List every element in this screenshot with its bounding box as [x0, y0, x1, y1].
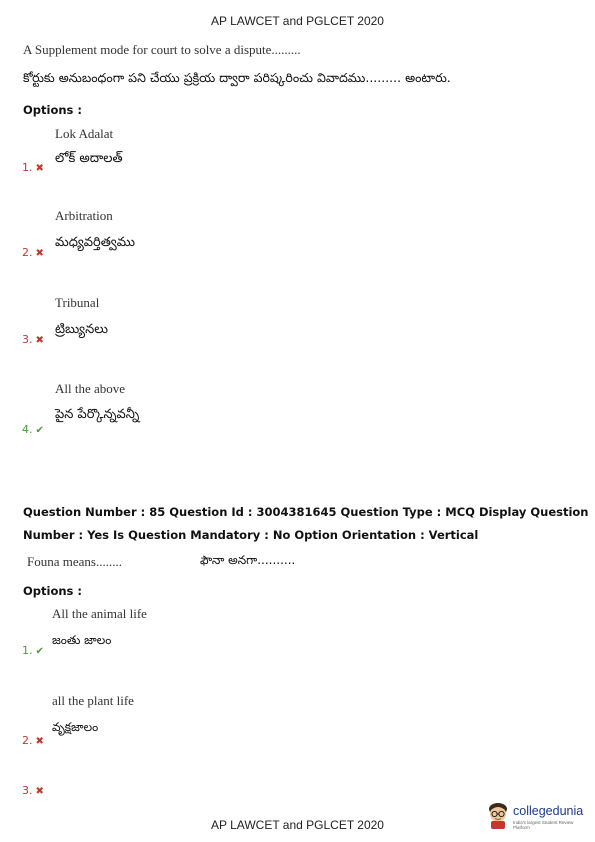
- option-1-number: [22, 161, 44, 174]
- option-4-telugu: పైన పేర్కొన్నవన్నీ: [55, 407, 140, 422]
- options-label: Options :: [23, 584, 82, 598]
- option-3-number: [22, 333, 44, 346]
- page-header: AP LAWCET and PGLCET 2020: [211, 14, 384, 28]
- option-1-number: [22, 644, 44, 657]
- option-2-english: all the plant life: [52, 693, 134, 708]
- option-number-label: 3.: [22, 333, 33, 346]
- option-number-label: 1.: [22, 644, 33, 657]
- question-stem-telugu: కోర్టుకు అనుబంధంగా పని చేయు ప్రక్రియ ద్వారా పరిష్కరించు వివాదము......... అంటారు.: [23, 70, 451, 85]
- option-2-english: Arbitration: [55, 208, 113, 223]
- logo-tagline: India's largest Student Review Platform: [513, 820, 574, 830]
- option-2-number: [22, 734, 44, 747]
- option-number-label: 2.: [22, 734, 33, 747]
- option-2-telugu: వృక్షజాలం: [52, 720, 99, 734]
- option-1-english: Lok Adalat: [55, 126, 114, 141]
- page-footer: AP LAWCET and PGLCET 2020: [211, 818, 384, 832]
- check-icon: ✔: [35, 425, 44, 436]
- option-3-english: Tribunal: [55, 295, 100, 310]
- cross-icon: ✖: [35, 736, 44, 747]
- question-stem-english: Founa means........: [27, 554, 122, 569]
- option-2-number: [22, 246, 44, 259]
- collegedunia-logo: [485, 798, 590, 834]
- option-4-english: All the above: [55, 381, 126, 396]
- option-number-label: 2.: [22, 246, 33, 259]
- question-meta-line-1: Question Number : 85 Question Id : 3004381645 Question Type : MCQ Display Question: [23, 505, 589, 519]
- cross-icon: ✖: [35, 335, 44, 346]
- option-4-number: [22, 423, 44, 436]
- options-label: Options :: [23, 103, 82, 117]
- question-meta-line-2: Number : Yes Is Question Mandatory : No Option Orientation : Vertical: [23, 528, 479, 542]
- option-3-telugu: ట్రిబ్యునలు: [55, 322, 108, 337]
- mascot-icon: [485, 800, 511, 830]
- option-1-telugu: జంతు జాలం: [52, 633, 112, 647]
- check-icon: ✔: [35, 646, 44, 657]
- question-stem-telugu: ఫౌనా అనగా..........: [200, 553, 296, 567]
- option-number-label: 4.: [22, 423, 33, 436]
- option-number-label: 1.: [22, 161, 33, 174]
- option-1-english: All the animal life: [52, 606, 147, 621]
- option-number-label: 3.: [22, 784, 33, 797]
- logo-wordmark: collegedunia: [513, 804, 584, 818]
- option-3-number: [22, 784, 44, 797]
- question-stem-english: A Supplement mode for court to solve a dispute.........: [23, 42, 301, 57]
- cross-icon: ✖: [35, 248, 44, 259]
- option-2-telugu: మధ్యవర్తిత్వము: [55, 235, 136, 250]
- option-1-telugu: లోక్ అదాలత్: [55, 151, 123, 166]
- cross-icon: ✖: [35, 786, 44, 797]
- cross-icon: ✖: [35, 163, 44, 174]
